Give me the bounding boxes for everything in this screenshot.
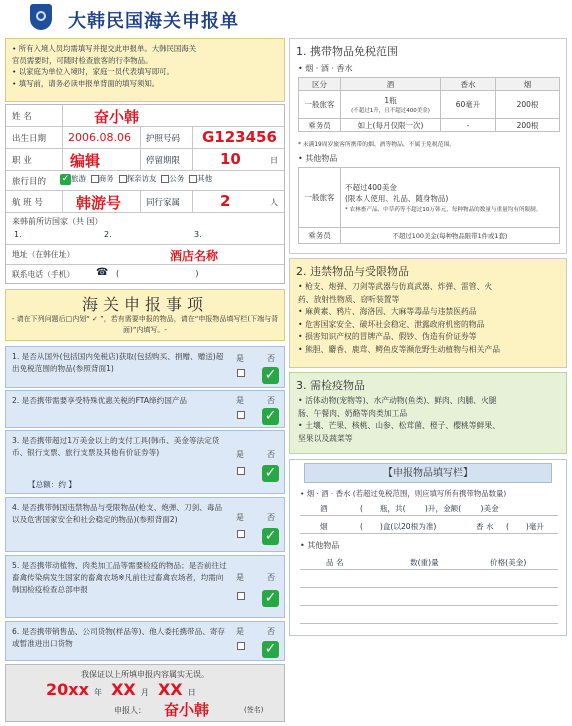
visited-row <box>6 213 284 245</box>
no-check-icon[interactable]: ✓ <box>262 641 279 658</box>
purpose-option-official: 公务 <box>169 174 185 183</box>
family-label: 同行家属 <box>146 198 181 208</box>
month-unit: 月 <box>140 688 149 697</box>
notice-line: • 所有入境人员均需填写并提交此申报单。大韩民国海关 <box>12 44 197 53</box>
section-title: 3. 需检疫物品 <box>296 379 365 392</box>
table-cell: 不超过100美金(每种物品限带1件或1套) <box>341 228 560 244</box>
subsection-title: • 烟 · 酒 · 香水 <box>298 64 353 73</box>
purpose-checkbox-visit[interactable] <box>119 175 127 183</box>
visited-country-1[interactable]: 1. <box>14 230 22 239</box>
address-field[interactable]: 酒店名称 <box>170 249 219 263</box>
question-text: 1. 是否从国外(包括国内免税店)获取(包括购买、捐赠、赠送)超出免税范围的物品(参照背面1) <box>12 352 224 373</box>
column-header: 价格(美金) <box>490 558 527 567</box>
customs-declaration-heading <box>5 289 285 341</box>
question-6 <box>5 621 285 661</box>
declarant-label: 申报人： <box>114 706 146 715</box>
total-amount-field[interactable]: 【总额：约 】 <box>28 480 76 489</box>
section-title: 2. 违禁物品与受限物品 <box>296 265 409 278</box>
table-cell: - <box>441 119 496 132</box>
list-item: 坚果以及蔬菜等 <box>298 433 353 443</box>
question-5 <box>5 555 285 618</box>
yes-label: 是 <box>236 627 244 636</box>
dob-field[interactable]: 2006.08.06 <box>68 131 131 144</box>
section-title: 【申报物品填写栏】 <box>304 463 552 483</box>
subsection-title: • 烟 · 酒 · 香水 (若超过免税范围，则应填写所有携带物品数量) <box>300 489 507 498</box>
stay-label: 停留期限 <box>146 156 181 166</box>
no-label: 否 <box>267 513 275 522</box>
signature-field[interactable]: 奋小韩 <box>164 701 210 719</box>
cigarette-field[interactable]: ( )盒(以20根为准) <box>360 522 437 531</box>
prohibited-items-section <box>289 258 567 368</box>
yes-checkbox[interactable] <box>237 592 245 600</box>
table-cell: 200根 <box>496 91 560 119</box>
list-item: • 枪支、炮弹、刀剑等武器与仿真武器、炸弹、雷管、火 <box>298 282 493 291</box>
no-check-icon[interactable]: ✓ <box>262 590 279 607</box>
family-unit: 人 <box>270 198 278 207</box>
header <box>0 0 572 36</box>
question-text: 4. 是否携带韩国违禁物品与受限物品(枪支、炮弹、刀剑、毒品以及危害国家安全和社会稳定的物品)(参照背面2) <box>12 503 223 524</box>
question-text: 5. 是否携带动植物、肉类加工品等需要检疫的物品；是否前往过畜禽传染病发生国家的畜禽农场※凡前往过畜禽农场者，均需向韩国检疫检查总部申报 <box>12 561 227 594</box>
no-label: 否 <box>267 396 275 405</box>
no-label: 否 <box>267 627 275 636</box>
table-cell: 不超过400美金 (限本人使用、礼品、随身物品) * 农林畜产品、中草药等不超过10万韩元，每种物品的数量与重量均有所限制。 <box>341 168 560 228</box>
purpose-option-tourism: 旅游 <box>71 174 86 183</box>
table-header: 香水 <box>441 78 496 91</box>
list-item: • 危害国家安全、破坏社会稳定、泄露政府机密的物品 <box>298 319 485 329</box>
yes-label: 是 <box>236 396 244 405</box>
flight-label: 航 班 号 <box>12 198 43 208</box>
dob-label: 出生日期 <box>12 134 47 144</box>
list-item: • 熊胆、麝香、鹿茸、鳄鱼皮等濒危野生动植物与相关产品 <box>298 344 500 354</box>
sign-note: (签名) <box>244 706 264 714</box>
year-unit: 年 <box>94 688 102 697</box>
passport-field[interactable]: G123456 <box>202 128 277 146</box>
other-item-row[interactable] <box>300 572 558 588</box>
name-field[interactable]: 奋小韩 <box>94 108 140 126</box>
notice-line: • 填写前，请务必读申报单背面的填写须知。 <box>12 78 160 88</box>
day-unit: 日 <box>187 688 196 697</box>
job-row <box>6 149 284 171</box>
yes-label: 是 <box>236 513 244 522</box>
yes-label: 是 <box>236 354 244 363</box>
visited-country-3[interactable]: 3. <box>194 230 202 239</box>
statement: 我保证以上所填申报内容属实无误。 <box>81 670 209 679</box>
month-field[interactable]: XX <box>111 680 136 699</box>
no-check-icon[interactable]: ✓ <box>262 528 279 545</box>
name-label: 姓 名 <box>12 112 32 122</box>
wine-field[interactable]: ( 瓶，共( )升，金额( )美金 <box>360 504 499 513</box>
subsection-title: • 其他物品 <box>298 154 338 163</box>
family-field[interactable]: 2 <box>220 192 231 210</box>
table-cell: 乘务员 <box>299 119 341 132</box>
yes-checkbox[interactable] <box>237 411 245 419</box>
table-cell: 1瓶 (不超过1升，且不超过400美金) <box>341 91 441 119</box>
day-field[interactable]: XX <box>157 680 183 699</box>
customs-instruction: - 请在下列问题后□内划“ ✓ ”，若有需要申报的物品，请在“申报物品填写栏(下端与背面)”内填写。- <box>11 315 279 334</box>
question-3 <box>5 430 285 494</box>
dob-row <box>6 127 284 149</box>
yes-label: 是 <box>236 573 244 582</box>
wine-label: 酒 <box>320 504 328 513</box>
cigarette-row <box>300 518 558 534</box>
no-check-icon[interactable]: ✓ <box>262 408 279 425</box>
purpose-option-visit: 探亲访友 <box>126 174 157 183</box>
quarantine-list <box>298 395 500 445</box>
list-item: • 麻黄素、鸦片、海洛因、大麻等毒品与违禁医药品 <box>298 307 477 317</box>
yes-checkbox[interactable] <box>237 369 245 377</box>
phone-row <box>6 265 284 284</box>
table-header: 区分 <box>299 78 341 91</box>
question-1 <box>5 346 285 388</box>
table-cell: 60毫升 <box>441 91 496 119</box>
customs-emblem-icon <box>30 4 52 30</box>
yes-label: 是 <box>236 450 244 459</box>
list-item: 药、放射性物质、窃听装置等 <box>298 294 400 304</box>
flight-field[interactable]: 韩游号 <box>76 194 122 212</box>
table-cell: 如上(每月仅限一次) <box>341 119 441 132</box>
personal-info-form <box>5 104 285 284</box>
quarantine-section <box>289 372 567 454</box>
question-text: 6. 是否携带销售品、公司货物(样品等)、他人委托携带品、寄存或暂准进出口货物 <box>12 627 226 648</box>
no-label: 否 <box>267 354 275 363</box>
table-cell: 200根 <box>496 119 560 132</box>
purpose-checkbox-other[interactable] <box>189 175 197 183</box>
check-icon[interactable]: ✓ <box>61 173 70 184</box>
table-header: 烟 <box>496 78 560 91</box>
phone-field[interactable]: ( ) <box>116 269 199 278</box>
purpose-option-other: 其他 <box>197 174 213 183</box>
list-item: • 活体动物(宠物等)、水产动物(鱼类)、鲜肉、肉脯、火腿 <box>298 396 497 405</box>
yes-checkbox[interactable] <box>237 530 245 538</box>
list-item: • 损害知识产权的冒牌产品、假钞、伪造有价证券等 <box>298 332 477 342</box>
phone-icon: ☎ <box>96 267 109 278</box>
flight-row <box>6 191 284 213</box>
column-header: 品 名 <box>326 558 344 567</box>
address-label: 地址（在韩住址） <box>12 250 75 259</box>
no-label: 否 <box>267 573 275 582</box>
notice-line: 官员需要时，可随时检查旅客的行李物品。 <box>12 55 153 65</box>
job-label: 职 业 <box>12 156 32 166</box>
table-cell: 一般旅客 <box>299 91 341 119</box>
signature-block <box>5 664 285 722</box>
stay-field[interactable]: 10 <box>220 150 241 168</box>
other-item-row[interactable] <box>300 608 558 624</box>
list-item: 肠、午餐肉、奶酪等肉类加工品 <box>298 408 408 418</box>
other-item-row[interactable] <box>300 590 558 606</box>
cigarette-label: 烟 <box>320 522 328 531</box>
section-title: 1. 携带物品免税范围 <box>296 45 398 58</box>
purpose-options <box>60 173 212 185</box>
no-check-icon[interactable]: ✓ <box>262 465 279 482</box>
visited-country-2[interactable]: 2. <box>104 230 112 239</box>
yes-checkbox[interactable] <box>237 467 245 475</box>
visited-label: 来韩前所访国家（共 国） <box>12 217 103 226</box>
declaration-fill-section <box>289 459 567 636</box>
wine-row <box>300 500 558 516</box>
table-cell: 一般旅客 <box>299 168 341 228</box>
question-2 <box>5 390 285 428</box>
purpose-label: 旅行目的 <box>12 177 47 187</box>
yes-checkbox[interactable] <box>237 642 245 650</box>
notice-box <box>5 38 285 102</box>
perfume-field[interactable]: ( )毫升 <box>506 522 545 531</box>
question-4 <box>5 497 285 552</box>
subsection-title: • 其他物品 <box>300 541 340 550</box>
no-label: 否 <box>267 450 275 459</box>
list-item: • 土壤、芒果、核桃、山参、松茸菌、橙子、樱桃等鲜果、 <box>298 421 500 431</box>
perfume-label: 香 水 <box>476 522 494 531</box>
column-header: 数(重)量 <box>410 558 439 567</box>
page-title: 大韩民国海关申报单 <box>68 11 239 32</box>
question-text: 3. 是否携带超过1万美金以上的支付工具(韩币、美金等法定货币、银行支票、旅行支票及其他有价证券等) <box>12 436 220 457</box>
age-note: * 未满19周岁旅客所携带的烟、酒等物品，不属于免税范围。 <box>298 142 456 148</box>
question-text: 2. 是否携带需要享受特殊优惠关税的FTA缔约国产品 <box>12 396 188 405</box>
year-field[interactable]: 20xx <box>46 680 89 699</box>
table-header: 酒 <box>341 78 441 91</box>
job-field[interactable]: 编辑 <box>70 152 101 170</box>
no-check-icon[interactable]: ✓ <box>262 367 279 384</box>
other-items-table <box>298 167 560 244</box>
prohibited-list <box>298 281 500 357</box>
phone-label: 联系电话（手机） <box>12 270 75 279</box>
customs-title: 海关申报事项 <box>81 295 208 314</box>
table-cell: 乘务员 <box>299 228 341 244</box>
purpose-row <box>6 171 284 191</box>
purpose-checkbox-business[interactable] <box>91 175 99 183</box>
address-row <box>6 245 284 265</box>
stay-unit: 日 <box>270 156 278 165</box>
duty-free-table <box>298 77 560 132</box>
name-row <box>6 105 284 127</box>
date-line <box>46 680 196 699</box>
notice-line: • 以家庭为单位入境时，家庭一员代表填写即可。 <box>12 67 174 76</box>
purpose-option-business: 商务 <box>98 174 114 183</box>
duty-free-section <box>289 38 567 254</box>
passport-label: 护照号码 <box>146 134 181 144</box>
other-items-header <box>300 554 558 570</box>
